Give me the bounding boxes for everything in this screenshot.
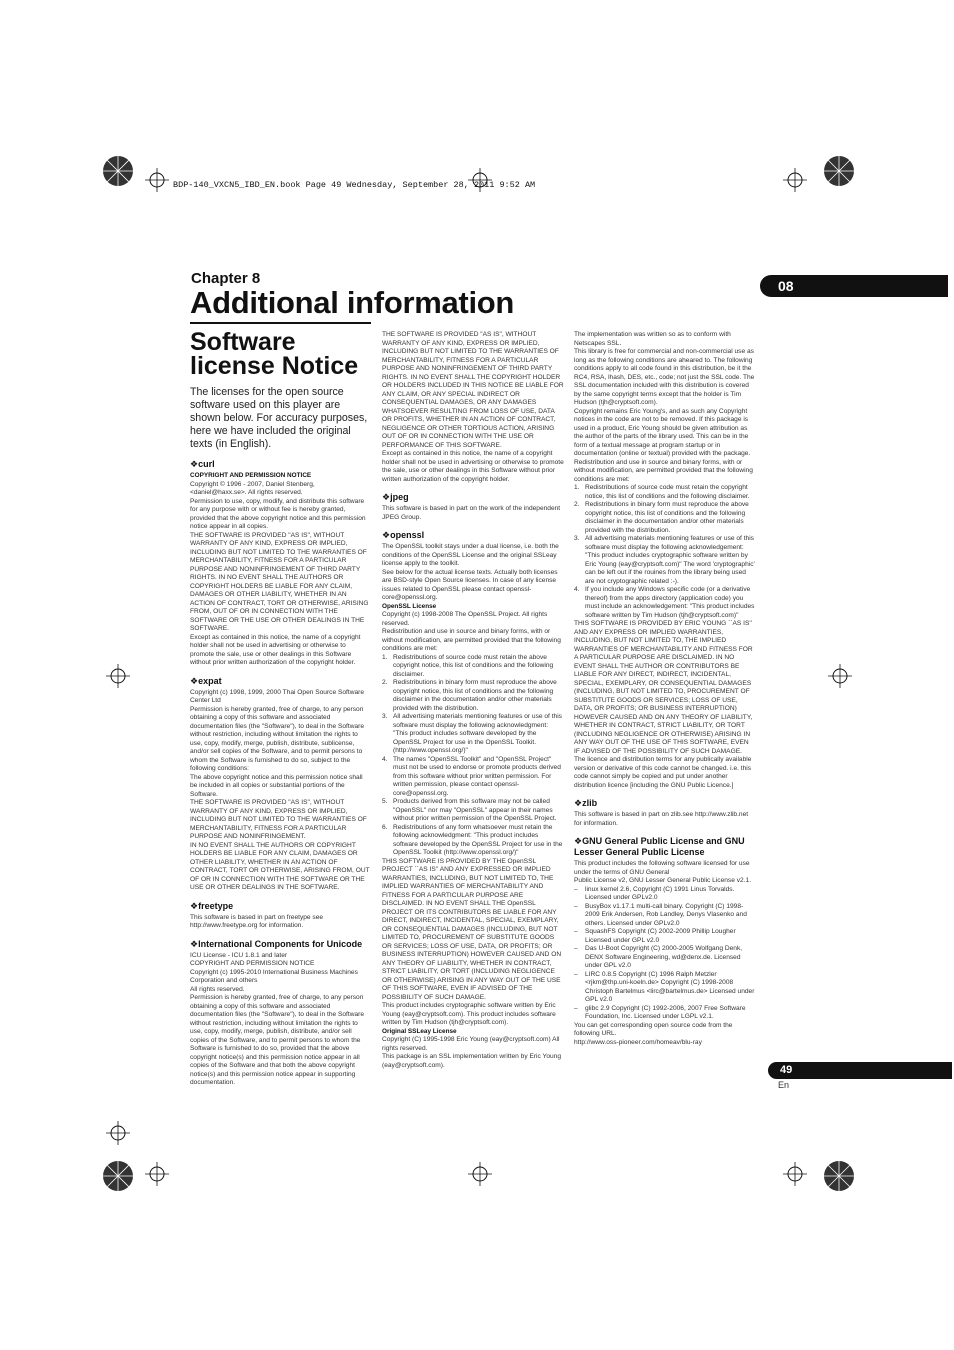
- list-item: [574, 945, 756, 971]
- crosshair-mark-icon: [468, 1162, 492, 1186]
- ssleay-paragraph: This package is an SSL implementation written by Eric Young (eay@cryptsoft.com).: [382, 1053, 561, 1069]
- registration-mark-icon: [821, 1158, 857, 1194]
- list-item-text: linux kernel 2.6, Copyright (C) 1991 Linus Torvalds. Licensed under GPLv2.0: [585, 885, 735, 901]
- list-item-text: glibc 2.9 Copyright (C) 1992-2006, 2007 Free Software Foundation, Inc. Licensed under LGPL v2.1.: [585, 1004, 746, 1020]
- registration-mark-icon: [100, 153, 136, 189]
- list-item-text: Products derived from this software may not be called "OpenSSL" nor may "OpenSSL" appear in their names without prior written permission of the OpenSSL Project.: [393, 798, 557, 822]
- list-item: [382, 824, 564, 858]
- list-item-text: The names "OpenSSL Toolkit" and "OpenSSL Project" must not be used to endorse or promote products derived from this software without prior written permission. For written permission, please contact openssl-core@openssl.org.: [393, 755, 561, 797]
- icu-paragraph: Copyright (c) 1995-2010 International Business Machines Corporation and others: [190, 968, 358, 984]
- freetype-paragraph: This software is based in part on freetype see http://www.freetype.org for information.: [190, 913, 324, 929]
- openssl-paragraph: THIS SOFTWARE IS PROVIDED BY THE OpenSSL PROJECT ``AS IS'' AND ANY EXPRESSED OR IMPLIED WARRANTIES, INCLUDING, BUT NOT LIMITED TO, THE IMPLIED WARRANTIES OF MERCHANTABILITY AND FITNESS FOR A PARTICULAR PURPOSE ARE DISCLAIMED. IN NO EVENT SHALL THE OpenSSL PROJECT OR ITS CONTRIBUTORS BE LIABLE FOR ANY DIRECT, INDIRECT, INCIDENTAL, SPECIAL, EXEMPLARY, OR CONSEQUENTIAL DAMAGES (INCLUDING, BUT NOT LIMITED TO, PROCUREMENT OF SUBSTITUTE GOODS OR SERVICES; LOSS OF USE, DATA, OR PROFITS; OR BUSINESS INTERRUPTION) HOWEVER CAUSED AND ON ANY THEORY OF LIABILITY, WHETHER IN CONTRACT, STRICT LIABILITY, OR TORT (INCLUDING NEGLIGENCE OR OTHERWISE) ARISING IN ANY WAY OUT OF THE USE OF THIS SOFTWARE, EVEN IF ADVISED OF THE POSSIBILITY OF SUCH DAMAGE.: [382, 857, 562, 1001]
- openssl-paragraph: See below for the actual license texts. Actually both licenses are BSD-style Open Source licenses. In case of any license issues related to OpenSSL please contact openssl-core@openssl.org.: [382, 568, 558, 601]
- gpl-url: http://www.oss-pioneer.com/homeav/blu-ray: [574, 1038, 702, 1046]
- gpl-paragraph: Public License v2, GNU Lesser General Public License v2.1.: [574, 877, 752, 884]
- ssleay-paragraph: The implementation was written so as to conform with Netscapes SSL.: [574, 331, 731, 347]
- icu-paragraph: ICU License - ICU 1.8.1 and later: [190, 951, 288, 959]
- list-item: [574, 971, 756, 1005]
- gpl-paragraph: You can get corresponding open source code from the following URL.: [574, 1021, 733, 1037]
- crosshair-mark-icon: [145, 1162, 169, 1186]
- expat-heading: ❖expat: [190, 675, 222, 686]
- list-marker: 2.: [382, 679, 388, 686]
- ssleay-subheading: Original SSLeay License: [382, 1027, 457, 1035]
- curl-paragraph: Copyright © 1996 - 2007, Daniel Stenberg, <daniel@haxx.se>. All rights reserved.: [190, 480, 315, 496]
- list-item-text: BusyBox v1.17.1 multi-call binary. Copyright (C) 1998-2009 Erik Andersen, Rob Landley, Denys Vlasenko and others. Licensed under GPLv2.0: [585, 902, 747, 927]
- list-marker: –: [574, 902, 578, 910]
- list-item: [574, 903, 756, 929]
- list-marker: 5.: [382, 798, 388, 805]
- list-marker: 3.: [382, 713, 388, 720]
- column-1: [190, 330, 371, 1088]
- list-marker: –: [574, 970, 578, 978]
- list-item: [574, 928, 756, 945]
- crosshair-mark-icon: [106, 1121, 130, 1145]
- list-marker: 4.: [574, 586, 580, 593]
- crosshair-mark-icon: [828, 664, 852, 688]
- section-title: Software license Notice: [190, 328, 359, 380]
- list-item: [382, 798, 564, 824]
- icu-paragraph: All rights reserved.: [190, 985, 245, 993]
- zlib-heading: ❖zlib: [574, 798, 598, 808]
- list-item: [574, 586, 756, 620]
- list-item: [574, 1005, 756, 1022]
- ssleay-paragraph: Redistribution and use in source and binary forms, with or without modification, are permitted provided that the following conditions are met:: [574, 458, 753, 483]
- list-item-text: LIRC 0.8.5 Copyright (C) 1996 Ralph Metzler <rjkm@thp.uni-koeln.de> Copyright (C) 1998-2008 Christoph Bartelmus <lirc@bartelmus.de> Licensed under GPL v2.0: [585, 970, 755, 1003]
- ssleay-paragraph: Copyright remains Eric Young's, and as such any Copyright notices in the code are not to be removed. If this package is used in a product, Eric Young should be given attribution as the author of the parts of the library used. This can be in the form of a textual message at program startup or in documentation (online or textual) provided with the package.: [574, 407, 751, 457]
- list-item-text: Redistributions of source code must retain the above copyright notice, this list of conditions and the following disclaimer.: [393, 653, 554, 678]
- list-item: [574, 501, 756, 535]
- list-marker: –: [574, 885, 578, 893]
- icu-heading: ❖International Components for Unicode: [190, 938, 363, 949]
- list-marker: –: [574, 928, 578, 935]
- ssleay-paragraph: Copyright (C) 1995-1998 Eric Young (eay@cryptsoft.com) All rights reserved.: [382, 1036, 560, 1052]
- list-marker: –: [574, 945, 578, 952]
- list-item-text: SquashFS Copyright (C) 2002-2009 Phillip Lougher Licensed under GPL v2.0: [585, 928, 736, 944]
- crosshair-mark-icon: [145, 168, 169, 192]
- expat-paragraph: Permission is hereby granted, free of charge, to any person obtaining a copy of this software and associated documentation files (the "Software"), to deal in the Software without restriction, including without limitation the rights to use, copy, modify, merge, publish, distribute, sublicense, and/or sell copies of the Software, and to permit persons to whom the Software is furnished to do so, subject to the following conditions:: [190, 705, 365, 772]
- list-marker: 6.: [382, 823, 388, 831]
- book-file-info: BDP-140_VXCN5_IBD_EN.book Page 49 Wednesday, September 28, 2011 9:52 AM: [173, 180, 536, 190]
- column-3: [574, 331, 756, 1047]
- list-item-text: If you include any Windows specific code (or a derivative thereof) from the apps directory (application code) you must include an acknowledgement: "This product includes software written by Tim Hudson (tjh@cryptsoft.com)": [585, 586, 755, 619]
- list-item: [382, 679, 564, 713]
- intro-paragraph: The licenses for the open source software used on this player are shown below. For accuracy purposes, here we have included the original texts (in English).: [190, 386, 368, 450]
- list-marker: 4.: [382, 755, 388, 763]
- list-item-text: Redistributions in binary form must reproduce the above copyright notice, this list of conditions and the following disclaimer in the documentation and/or other materials provided with the distribution.: [393, 679, 557, 712]
- zlib-paragraph: This software is based in part on zlib.see http://www.zlib.net for information.: [574, 811, 749, 827]
- list-item: [574, 484, 756, 501]
- gpl-paragraph: This product includes the following software licensed for use under the terms of GNU General: [574, 860, 750, 876]
- list-item: [382, 713, 564, 756]
- gpl-heading: ❖GNU General Public License and GNU Lesser General Public License: [574, 836, 745, 857]
- openssl-paragraph: The OpenSSL toolkit stays under a dual license, i.e. both the conditions of the OpenSSL License and the original SSLeay license apply to the toolkit.: [382, 543, 559, 567]
- list-item: [574, 535, 756, 586]
- list-marker: –: [574, 1004, 578, 1012]
- chapter-tab: 08: [760, 275, 948, 297]
- list-item: [382, 654, 564, 680]
- ssleay-paragraph: This library is free for commercial and non-commercial use as long as the following conditions are aheared to. The following conditions apply to all code found in this distribution, be it the RC4, RSA, lhash, DES, etc., code; not just the SSL code. The SSL documentation included with this distribution is covered by the same copyright terms except that the holder is Tim Hudson (tjh@cryptsoft.com).: [574, 348, 755, 406]
- freetype-heading: ❖freetype: [190, 900, 234, 911]
- openssl-paragraph: Copyright (c) 1998-2008 The OpenSSL Project. All rights reserved.: [382, 611, 548, 627]
- page-language: En: [778, 1080, 790, 1090]
- list-item-text: Redistributions of any form whatsoever must retain the following acknowledgment: "This product includes software developed by the OpenSSL Project for use in the OpenSSL Toolkit (http://www.openssl.org/)": [393, 823, 563, 856]
- registration-mark-icon: [821, 153, 857, 189]
- curl-paragraph: THE SOFTWARE IS PROVIDED "AS IS", WITHOUT WARRANTY OF ANY KIND, EXPRESS OR IMPLIED, INCLUDING BUT NOT LIMITED TO THE WARRANTIES OF MERCHANTABILITY, FITNESS FOR A PARTICULAR PURPOSE AND NONINFRINGEMENT OF THIRD PARTY RIGHTS. IN NO EVENT SHALL THE AUTHORS OR COPYRIGHT HOLDERS BE LIABLE FOR ANY CLAIM, DAMAGES OR OTHER LIABILITY, WHETHER IN AN ACTION OF CONTRACT, TORT OR OTHERWISE, ARISING FROM, OUT OF OR IN CONNECTION WITH THE SOFTWARE OR THE USE OR OTHER DEALINGS IN THE SOFTWARE.: [190, 531, 369, 632]
- crosshair-mark-icon: [783, 168, 807, 192]
- openssl-subheading: OpenSSL License: [382, 602, 437, 610]
- icu-continued-paragraph: Except as contained in this notice, the name of a copyright holder shall not be used in advertising or otherwise to promote the sale, use or other dealings in this Software without prior written authorization of the copyright holder.: [382, 450, 564, 483]
- list-item-text: All advertising materials mentioning features or use of this software must display the following acknowledgement: "This product includes cryptographic software written by Eric Young (eay@cryptsoft.com)" The word 'cryptographic' can be left out if the rouines from the library being used are not cryptographic related :-).: [585, 535, 755, 585]
- chapter-label: Chapter 8: [191, 270, 261, 287]
- chapter-title: Additional information: [190, 285, 515, 320]
- expat-paragraph: IN NO EVENT SHALL THE AUTHORS OR COPYRIGHT HOLDERS BE LIABLE FOR ANY CLAIM, DAMAGES OR OTHER LIABILITY, WHETHER IN AN ACTION OF CONTRACT, TORT OR OTHERWISE, ARISING FROM, OUT OF OR IN CONNECTION WITH THE SOFTWARE OR THE USE OR OTHER DEALINGS IN THE SOFTWARE.: [190, 841, 370, 891]
- list-marker: 1.: [574, 484, 580, 491]
- list-item-text: Redistributions of source code must retain the copyright notice, this list of conditions and the following disclaimer.: [585, 484, 750, 500]
- list-marker: 3.: [574, 535, 580, 542]
- curl-subheading: COPYRIGHT AND PERMISSION NOTICE: [190, 472, 312, 479]
- title-rule: [190, 322, 371, 324]
- list-item: [574, 886, 756, 903]
- list-item-text: Das U-Boot Copyright (C) 2000-2005 Wolfgang Denk, DENX Software Engineering, wd@denx.de. Licensed under GPL v2.0: [585, 945, 743, 969]
- crosshair-mark-icon: [783, 1162, 807, 1186]
- ssleay-paragraph: The licence and distribution terms for any publically available version or derivative of this code cannot be changed. i.e. this code cannot simply be copied and put under another distribution licence [including the GNU Public Licence.]: [574, 756, 752, 789]
- list-item: [382, 756, 564, 799]
- curl-heading: ❖curl: [190, 459, 215, 469]
- curl-paragraph: Permission to use, copy, modify, and distribute this software for any purpose with or without fee is hereby granted, provided that the above copyright notice and this permission notice appear in all copies.: [190, 497, 366, 530]
- page-number: 49: [768, 1062, 952, 1079]
- list-item-text: Redistributions in binary form must reproduce the above copyright notice, this list of conditions and the following disclaimer in the documentation and/or other materials provided with the distribution.: [585, 501, 749, 534]
- icu-paragraph: COPYRIGHT AND PERMISSION NOTICE: [190, 960, 315, 967]
- registration-mark-icon: [100, 1158, 136, 1194]
- openssl-paragraph: Redistribution and use in source and binary forms, with or without modification, are permitted provided that the following conditions are met:: [382, 628, 561, 652]
- icu-paragraph: Permission is hereby granted, free of charge, to any person obtaining a copy of this software and associated documentation files (the "Software"), to deal in the Software without restriction, including without limitation the rights to use, copy, modify, merge, publish, distribute, and/or sell copies of the Software, and to permit persons to whom the Software is furnished to do so, provided that the above copyright notice(s) and this permission notice appear in all copies of the Software and that both the above copyright notice(s) and this permission notice appear in supporting documentation.: [190, 994, 365, 1086]
- jpeg-paragraph: This software is based in part on the work of the independent JPEG Group.: [382, 505, 561, 521]
- openssl-paragraph: This product includes cryptographic software written by Eric Young (eay@cryptsoft.com). This product includes software written by Tim Hudson (tjh@cryptsoft.com).: [382, 1002, 556, 1026]
- crosshair-mark-icon: [106, 664, 130, 688]
- openssl-heading: ❖openssl: [382, 530, 425, 540]
- curl-paragraph: Except as contained in this notice, the name of a copyright holder shall not be used in advertising or otherwise to promote the sale, use or other dealings in this Software without prior written authorization of the copyright holder.: [190, 633, 361, 666]
- ssleay-paragraph: THIS SOFTWARE IS PROVIDED BY ERIC YOUNG ``AS IS'' AND ANY EXPRESS OR IMPLIED WARRANTIES, INCLUDING, BUT NOT LIMITED TO, THE IMPLIED WARRANTIES OF MERCHANTABILITY AND FITNESS FOR A PARTICULAR PURPOSE ARE DISCLAIMED. IN NO EVENT SHALL THE AUTHOR OR CONTRIBUTORS BE LIABLE FOR ANY DIRECT, INDIRECT, INCIDENTAL, SPECIAL, EXEMPLARY, OR CONSEQUENTIAL DAMAGES (INCLUDING, BUT NOT LIMITED TO, PROCUREMENT OF SUBSTITUTE GOODS OR SERVICES; LOSS OF USE, DATA, OR PROFITS; OR BUSINESS INTERRUPTION) HOWEVER CAUSED AND ON ANY THEORY OF LIABILITY, WHETHER IN CONTRACT, STRICT LIABILITY, OR TORT (INCLUDING NEGLIGENCE OR OTHERWISE) ARISING IN ANY WAY OUT OF THE USE OF THIS SOFTWARE, EVEN IF ADVISED OF THE POSSIBILITY OF SUCH DAMAGE.: [574, 620, 753, 755]
- list-marker: 2.: [574, 501, 580, 508]
- expat-paragraph: The above copyright notice and this permission notice shall be included in all copies or substantial portions of the Software.: [190, 773, 363, 798]
- list-item-text: All advertising materials mentioning features or use of this software must display the following acknowledgment: "This product includes software developed by the OpenSSL Project for use in the OpenSSL Toolkit. (http://www.openssl.org/)": [393, 713, 562, 754]
- jpeg-heading: ❖jpeg: [382, 492, 409, 502]
- expat-paragraph: Copyright (c) 1998, 1999, 2000 Thai Open Source Software Center Ltd: [190, 688, 364, 704]
- list-marker: 1.: [382, 653, 388, 661]
- column-2: [382, 331, 564, 1070]
- icu-continued-paragraph: THE SOFTWARE IS PROVIDED "AS IS", WITHOUT WARRANTY OF ANY KIND, EXPRESS OR IMPLIED, INCLUDING BUT NOT LIMITED TO THE WARRANTIES OF MERCHANTABILITY, FITNESS FOR A PARTICULAR PURPOSE AND NONINFRINGEMENT OF THIRD PARTY RIGHTS. IN NO EVENT SHALL THE COPYRIGHT HOLDER OR HOLDERS INCLUDED IN THIS NOTICE BE LIABLE FOR ANY CLAIM, OR ANY SPECIAL INDIRECT OR CONSEQUENTIAL DAMAGES, OR ANY DAMAGES WHATSOEVER RESULTING FROM LOSS OF USE, DATA OR PROFITS, WHETHER IN AN ACTION OF CONTRACT, NEGLIGENCE OR OTHER TORTIOUS ACTION, ARISING OUT OF OR IN CONNECTION WITH THE USE OR PERFORMANCE OF THIS SOFTWARE.: [382, 331, 564, 449]
- expat-paragraph: THE SOFTWARE IS PROVIDED "AS IS", WITHOUT WARRANTY OF ANY KIND, EXPRESS OR IMPLIED, INCLUDING BUT NOT LIMITED TO THE WARRANTIES OF MERCHANTABILITY, FITNESS FOR A PARTICULAR PURPOSE AND NONINFRINGEMENT.: [190, 799, 367, 840]
